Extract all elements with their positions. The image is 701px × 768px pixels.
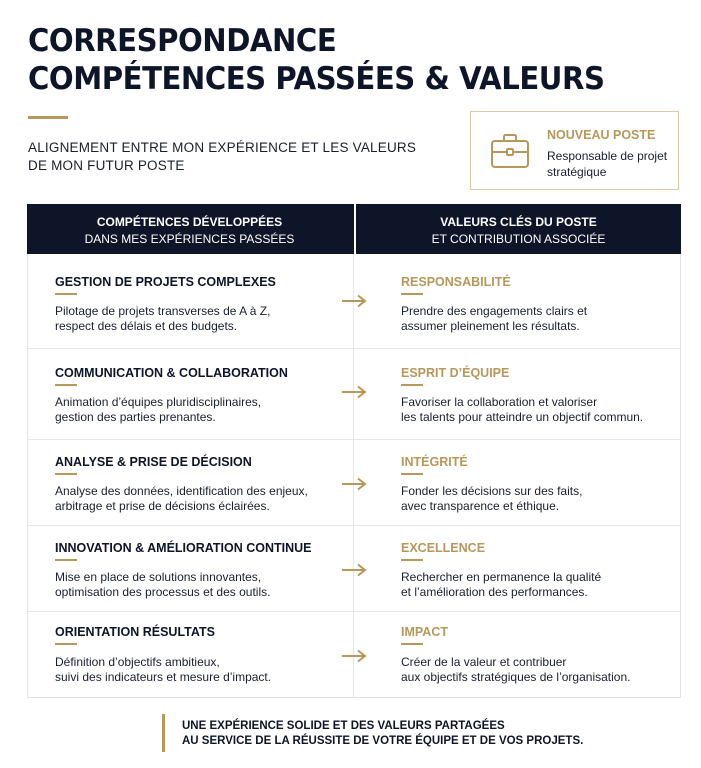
header-skills	[27, 204, 352, 254]
value-description-line: avec transparence et éthique.	[401, 499, 560, 513]
value-title: ESPRIT D’ÉQUIPE	[401, 366, 510, 380]
skill-description	[55, 395, 335, 425]
value-accent	[401, 473, 423, 475]
value-title: EXCELLENCE	[401, 541, 486, 555]
footer-statement	[182, 719, 583, 749]
table-row	[28, 525, 680, 611]
skill-title: GESTION DE PROJETS COMPLEXES	[55, 275, 276, 289]
skill-description	[55, 484, 335, 514]
arrow-right-icon	[341, 649, 367, 663]
skill-description-line: respect des délais et des budgets.	[55, 319, 238, 333]
skill-description	[55, 304, 335, 334]
arrow-right-icon	[341, 563, 367, 577]
skill-description-line: Mise en place de solutions innovantes,	[55, 570, 262, 584]
skill-accent	[55, 473, 77, 475]
skill-description-line: Analyse des données, identification des enjeux,	[55, 484, 308, 498]
header-values-line-2: ET CONTRIBUTION ASSOCIÉE	[431, 232, 606, 246]
skill-description	[55, 570, 335, 600]
skill-description-line: Animation d’équipes pluridisciplinaires,	[55, 395, 262, 409]
header-values-line-1: VALEURS CLÉS DU POSTE	[440, 215, 597, 229]
new-position-value: Responsable de projet stratégique	[547, 149, 668, 179]
value-description	[401, 395, 671, 425]
skill-description-line: Pilotage de projets transverses de A à Z,	[55, 304, 271, 318]
value-accent	[401, 643, 423, 645]
title-line-2: COMPÉTENCES PASSÉES & VALEURS	[28, 61, 605, 97]
table-row	[28, 611, 680, 698]
skill-title: INNOVATION & AMÉLIORATION CONTINUE	[55, 541, 312, 555]
header-values	[354, 204, 681, 254]
skill-description	[55, 655, 335, 685]
skill-description-line: gestion des parties prenantes.	[55, 410, 216, 424]
value-title: INTÉGRITÉ	[401, 455, 468, 469]
subtitle-line-2: DE MON FUTUR POSTE	[28, 158, 185, 173]
table-row	[28, 348, 680, 439]
correspondence-table	[27, 204, 681, 698]
value-title: IMPACT	[401, 625, 448, 639]
footer-line-1: UNE EXPÉRIENCE SOLIDE ET DES VALEURS PARTAGÉES	[182, 720, 505, 732]
skill-title: ORIENTATION RÉSULTATS	[55, 625, 215, 639]
value-description	[401, 570, 671, 600]
new-position-card	[470, 111, 679, 190]
title-line-1: CORRESPONDANCE	[28, 23, 337, 59]
table-row	[28, 254, 680, 348]
skill-accent	[55, 384, 77, 386]
value-description-line: assumer pleinement les résultats.	[401, 319, 580, 333]
value-accent	[401, 293, 423, 295]
value-description-line: Créer de la valeur et contribuer	[401, 655, 567, 669]
skill-accent	[55, 559, 77, 561]
value-description-line: Rechercher en permanence la qualité	[401, 570, 602, 584]
arrow-right-icon	[341, 385, 367, 399]
skill-description-line: Définition d’objectifs ambitieux,	[55, 655, 220, 669]
value-description-line: et l’amélioration des performances.	[401, 585, 588, 599]
subtitle-line-1: ALIGNEMENT ENTRE MON EXPÉRIENCE ET LES VALEURS	[28, 140, 417, 155]
skill-title: COMMUNICATION & COLLABORATION	[55, 366, 288, 380]
header-skills-line-1: COMPÉTENCES DÉVELOPPÉES	[96, 215, 283, 229]
page-title	[28, 22, 604, 98]
table-header	[27, 204, 681, 254]
value-description	[401, 304, 671, 334]
value-description-line: aux objectifs stratégiques de l’organisation.	[401, 670, 631, 684]
skill-accent	[55, 643, 77, 645]
value-accent	[401, 559, 423, 561]
value-description	[401, 484, 671, 514]
value-description-line: Fonder les décisions sur des faits,	[401, 484, 583, 498]
skill-description-line: arbitrage et prise de décisions éclairées.	[55, 499, 270, 513]
title-underline	[28, 116, 68, 119]
value-accent	[401, 384, 423, 386]
skill-title: ANALYSE & PRISE DE DÉCISION	[55, 455, 252, 469]
briefcase-icon	[490, 133, 530, 169]
table-row	[28, 439, 680, 525]
value-description-line: Prendre des engagements clairs et	[401, 304, 588, 318]
skill-accent	[55, 293, 77, 295]
header-skills-line-2: DANS MES EXPÉRIENCES PASSÉES	[84, 232, 295, 246]
value-description-line: les talents pour atteindre un objectif commun.	[401, 410, 644, 424]
footer-line-2: AU SERVICE DE LA RÉUSSITE DE VOTRE ÉQUIPE ET DE VOS PROJETS.	[182, 735, 584, 747]
skill-description-line: suivi des indicateurs et mesure d’impact.	[55, 670, 272, 684]
skill-description-line: optimisation des processus et des outils.	[55, 585, 271, 599]
arrow-right-icon	[341, 477, 367, 491]
footer-accent-bar	[162, 714, 165, 752]
value-description	[401, 655, 671, 685]
new-position-label: NOUVEAU POSTE	[547, 128, 656, 142]
value-description-line: Favoriser la collaboration et valoriser	[401, 395, 598, 409]
arrow-right-icon	[341, 294, 367, 308]
subtitle	[28, 139, 418, 175]
value-title: RESPONSABILITÉ	[401, 275, 511, 289]
